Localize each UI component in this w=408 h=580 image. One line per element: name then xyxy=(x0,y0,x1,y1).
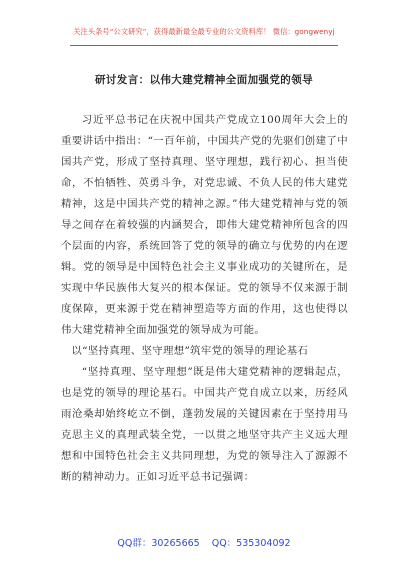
body-paragraph: 习近平总书记在庆祝中国共产党成立100周年大会上的重要讲话中指出：“一百年前，中国共产党的先驱们创建了中国共产党，形成了坚持真理、坚守理想，践行初心、担当使命，不怕牺牲、英勇斗争，对党忠诚、不负人民的伟大建党精神，这是中国共产党的精神之源。”伟大建党精神与党的领导之间存在着较强的内涵契合，即伟大建党精神所包含的四个层面的内容，系统回答了党的领导的确立与优势的内在逻辑。党的领导是中国特色社会主义事业成功的关键所在，是实现中华民族伟大复兴的根本保证。党的领导不仅来源于制度保障，更来源于党在精神塑造等方面的作用，这也使得以伟大建党精神全面加强党的领导成为可能。 xyxy=(61,114,348,336)
document-body xyxy=(61,110,348,488)
body-paragraph: “坚持真理、坚守理想”既是伟大建党精神的逻辑起点，也是党的领导的理论基石。中国共产党自成立以来，历经风雨沧桑却始终屹立不倒，蓬勃发展的关键因素在于坚持用马克思主义的真理武装全党，一以贯之地坚守共产主义远大理想和中国特色社会主义共同理想，为党的领导注入了源源不断的精神动力。正如习近平总书记强调： xyxy=(61,366,348,483)
footer-contact xyxy=(0,535,408,549)
header-divider xyxy=(70,45,338,46)
document-title: 研讨发言：以伟大建党精神全面加强党的领导 xyxy=(95,74,313,86)
section-heading: 以“坚持真理、坚守理想”筑牢党的领导的理论基石 xyxy=(71,345,309,357)
footer-qq-group: QQ群：30265665 xyxy=(117,538,200,549)
header-note: 关注头条号“公文研究”，获得最新最全最专业的公文资料库！ 微信：gongwenyj xyxy=(73,27,335,36)
footer-qq: QQ：535304092 xyxy=(211,538,291,549)
